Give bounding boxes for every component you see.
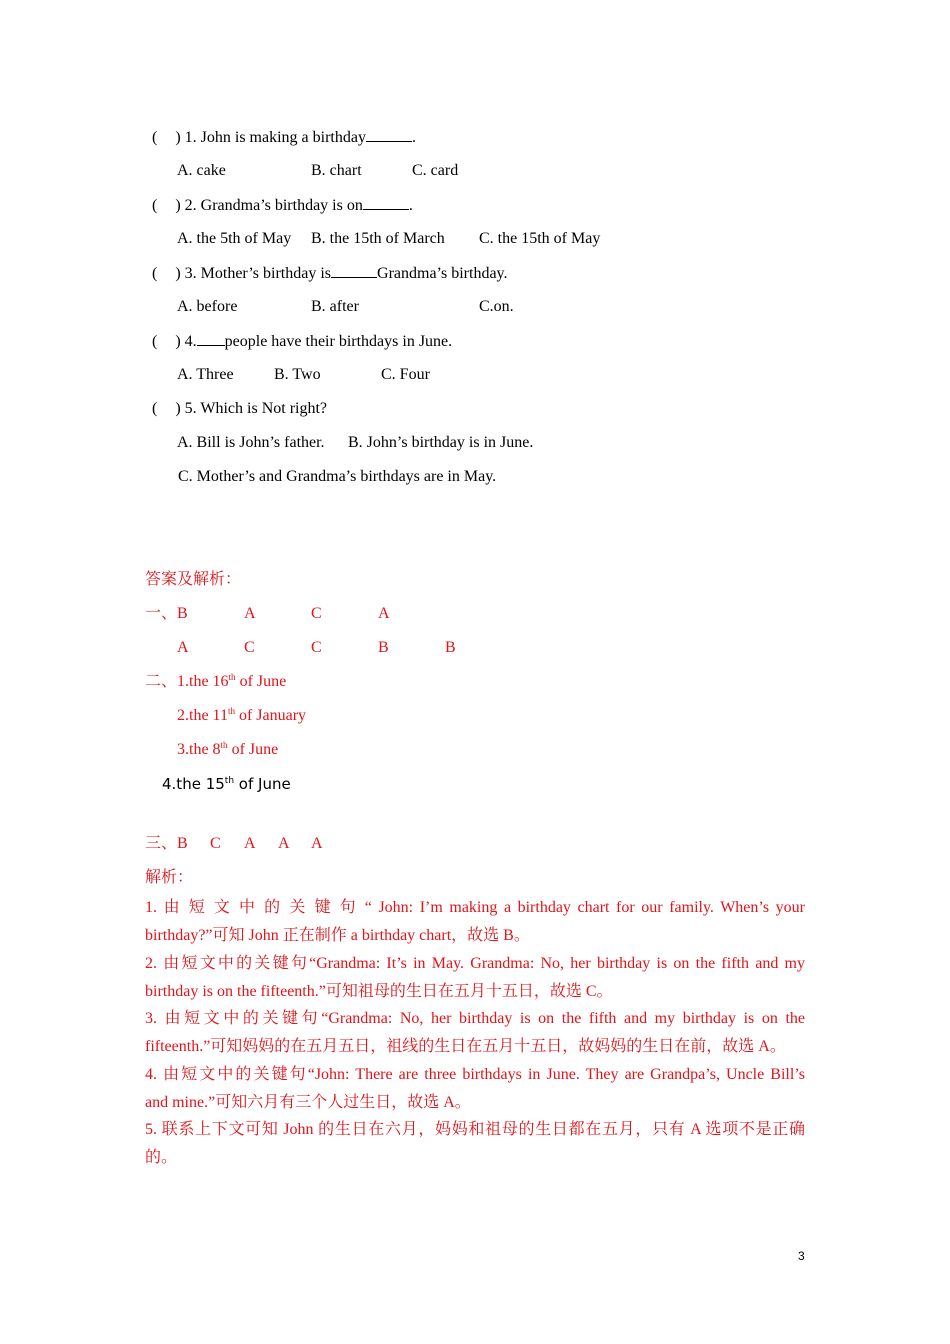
option-b: B. chart (311, 162, 362, 179)
blank-line (363, 195, 409, 210)
question-stem: ) 3. Mother’s birthday is (175, 265, 332, 282)
answer-paren: ( (152, 333, 158, 350)
part3-answer: A (278, 835, 290, 852)
part1-answer: B (177, 605, 188, 622)
option-a: A. before (177, 298, 238, 315)
analysis-item-1: 1. 由 短 文 中 的 关 键 句 “ John: I’m making a birthday chart for our family. When’s your birthday?”可知 John 正在制作 a birthday chart，故选 B。 (145, 899, 805, 944)
option-a: A. Three (177, 366, 234, 383)
part2-answer: 3.the 8th of June (177, 740, 279, 758)
option-b: B. after (311, 298, 359, 315)
question-3: ( ) 3. Mother’s birthday is Grandma’s birthday. (152, 265, 508, 282)
part1-answer: C (311, 639, 322, 656)
analysis-item-3: 3. 由短文中的关键句“Grandma: No, her birthday is on the fifth and my birthday is on the fifteenth.”可知妈妈的在五月五日，祖线的生日在五月十五日，故妈妈的生日在前，故选 A。 (145, 1010, 805, 1055)
part1-answer: B (445, 639, 456, 656)
option-a: A. cake (177, 162, 226, 179)
option-b: B. John’s birthday is in June. (348, 434, 534, 451)
option-a: A. Bill is John’s father. (177, 434, 325, 451)
option-b: B. the 15th of March (311, 230, 445, 247)
answer-paren: ( (152, 265, 158, 282)
answer-paren: ( (152, 129, 158, 146)
question-stem: ) 5. Which is Not right? (175, 400, 328, 417)
blank-line (331, 263, 377, 278)
option-c: C. Four (381, 366, 430, 383)
part1-answer: B (378, 639, 389, 656)
analysis-item-2: 2. 由短文中的关键句“Grandma: It’s in May. Grandma: No, her birthday is on the fifth and my birthday is on the fifteenth.”可知祖母的生日在五月十五日，故选 C。 (145, 955, 805, 1000)
analysis-item-5: 5. 联系上下文可知 John 的生日在六月，妈妈和祖母的生日都在五月，只有 A 选项不是正确 的。 (145, 1121, 805, 1166)
question-stem: ) 2. Grandma’s birthday is on (175, 197, 363, 214)
option-c: C. the 15th of May (479, 230, 601, 247)
part1-answer: C (311, 605, 322, 622)
blank-line (197, 331, 225, 346)
question-2: ( ) 2. Grandma’s birthday is on . (152, 197, 413, 214)
part3-answer: A (244, 835, 256, 852)
part1-label: 一、 (145, 605, 178, 622)
page-number: 3 (798, 1249, 805, 1263)
question-stem: ) 1. John is making a birthday (175, 129, 366, 146)
question-5 (152, 399, 327, 419)
part2-answer: 2.the 11th of January (177, 706, 307, 724)
blank-line (366, 127, 412, 142)
part3-answer: A (311, 835, 323, 852)
part3-answer: B (177, 835, 188, 852)
option-b: B. Two (274, 366, 321, 383)
question-4: ( ) 4. people have their birthdays in June. (152, 333, 453, 350)
option-c: C.on. (479, 298, 514, 315)
analysis-heading: 解析： (145, 869, 194, 886)
analysis-item-4: 4. 由短文中的关键句“John: There are three birthdays in June. They are Grandpa’s, Uncle Bill’s and mine.”可知六月有三个人过生日，故选 A。 (145, 1066, 805, 1111)
part2-answer: 1.the 16th of June (177, 672, 287, 690)
part2-answer: 4.the 15th of June (162, 775, 291, 793)
part1-answer: A (378, 605, 390, 622)
option-a: A. the 5th of May (177, 230, 292, 247)
part3-answer: C (210, 835, 221, 852)
option-c: C. card (412, 162, 459, 179)
part1-answer: C (244, 639, 255, 656)
part1-answer: A (177, 639, 189, 656)
part1-answer: A (244, 605, 256, 622)
answer-paren: ( (152, 197, 158, 214)
part2-label: 二、 (145, 673, 178, 690)
part3-label: 三、 (145, 835, 178, 852)
answers-heading: 答案及解析： (145, 571, 242, 588)
question-stem: ) 4. (175, 333, 197, 350)
option-c: C. Mother’s and Grandma’s birthdays are in May. (178, 468, 497, 485)
question-1: ( ) 1. John is making a birthday . (152, 129, 416, 146)
answer-paren: ( (152, 400, 158, 417)
